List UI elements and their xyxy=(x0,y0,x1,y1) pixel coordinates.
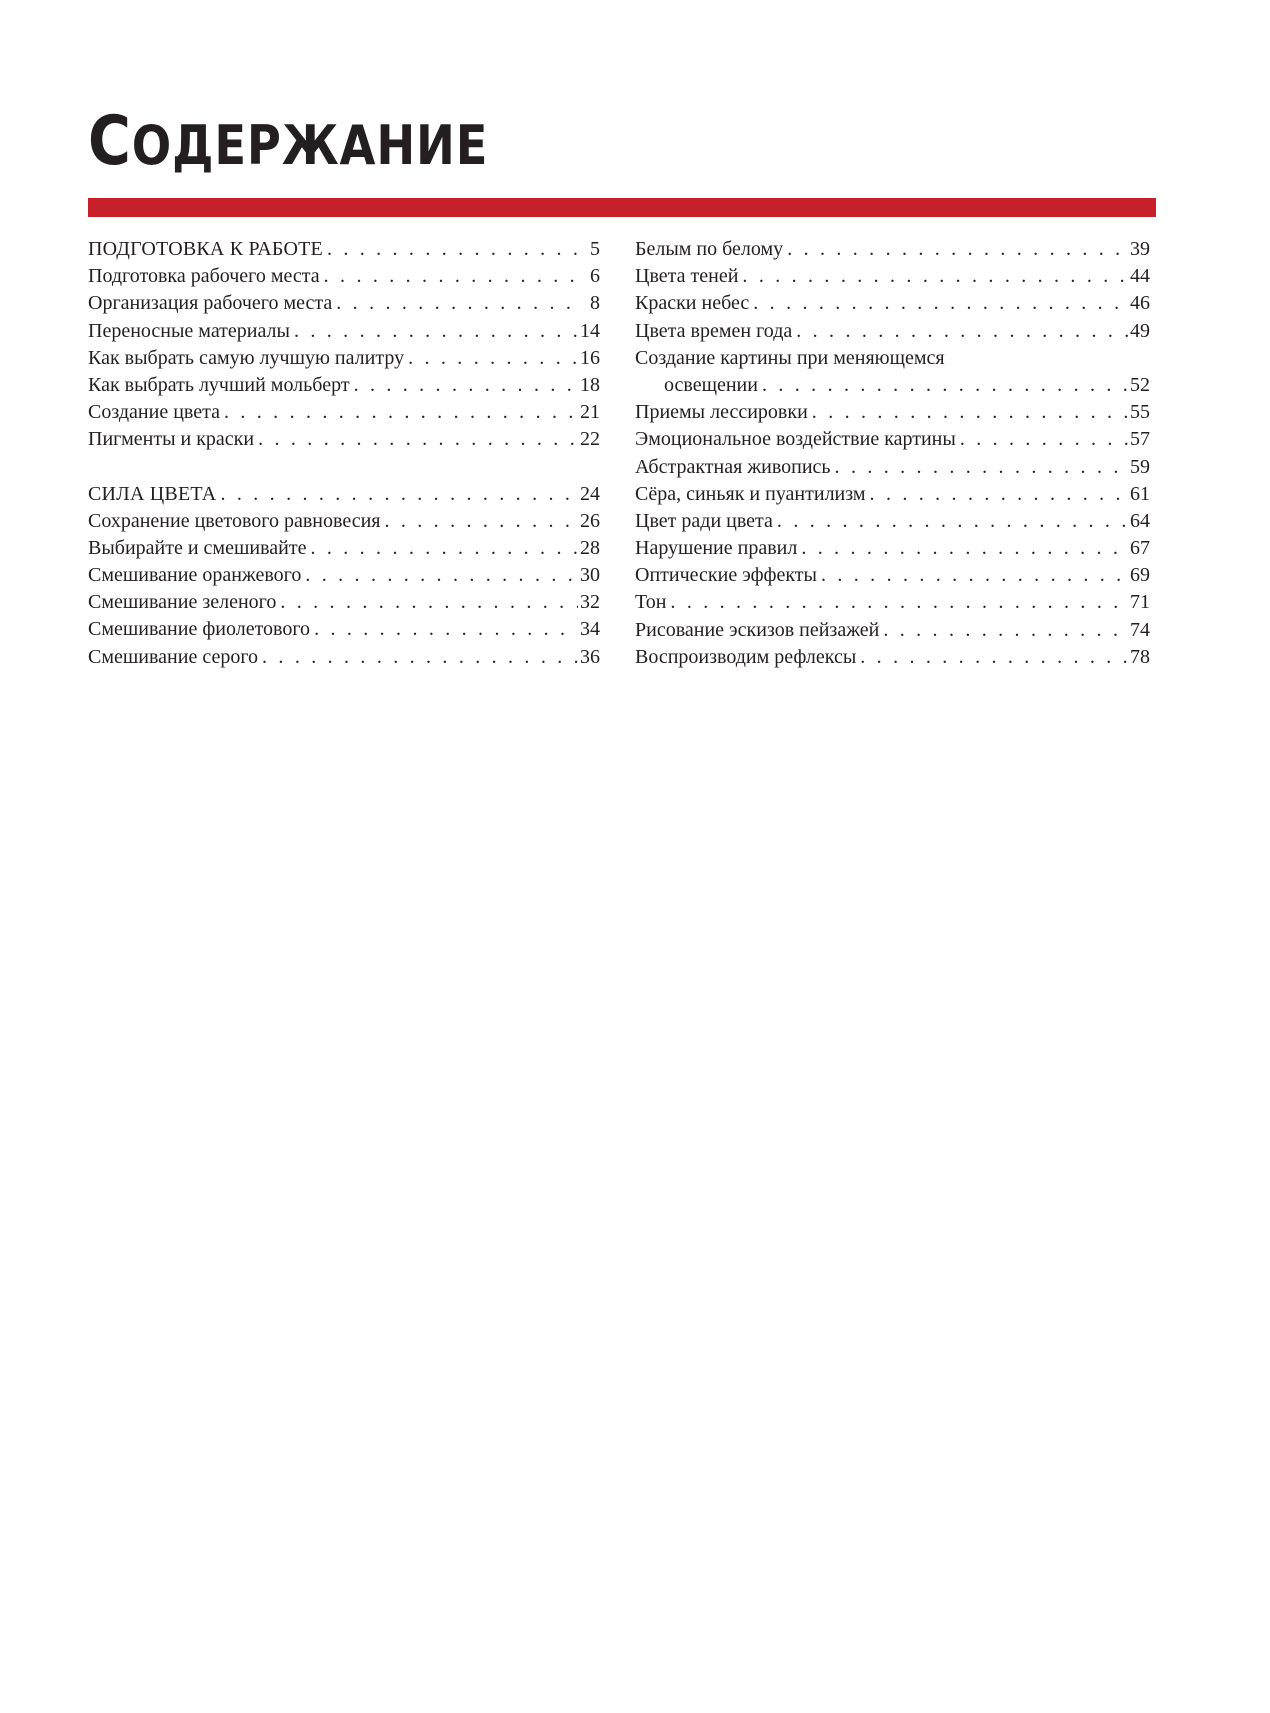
toc-entry[interactable] xyxy=(88,318,600,345)
toc-entry-page: 34 xyxy=(580,618,600,641)
toc-entry-page: 46 xyxy=(1130,292,1150,315)
toc-entry-title: Как выбрать самую лучшую палитру xyxy=(88,346,405,369)
toc-entry[interactable] xyxy=(88,345,600,372)
toc-entry[interactable] xyxy=(635,644,1150,671)
toc-entry-page: 16 xyxy=(580,346,600,369)
dot-leader xyxy=(738,263,1128,290)
toc-entry-page: 78 xyxy=(1130,645,1150,668)
toc-entry-page: 28 xyxy=(580,536,600,559)
toc-entry-title: Цвет ради цвета xyxy=(635,509,773,532)
dot-leader xyxy=(758,372,1128,399)
toc-entry[interactable] xyxy=(88,399,600,426)
toc-entry[interactable] xyxy=(635,589,1150,616)
toc-entry-page: 32 xyxy=(580,591,600,614)
toc-entry[interactable] xyxy=(88,290,600,317)
toc-entry-title: Смешивание оранжевого xyxy=(88,564,302,587)
toc-entry-title: Смешивание зеленого xyxy=(88,591,277,614)
dot-leader xyxy=(956,426,1128,453)
toc-entry[interactable] xyxy=(88,589,600,616)
dot-leader xyxy=(380,508,578,535)
toc-entry-title: Абстрактная живопись xyxy=(635,455,831,478)
toc-entry-page: 6 xyxy=(590,265,600,288)
toc-entry-title: Организация рабочего места xyxy=(88,292,333,315)
toc-entry-page: 67 xyxy=(1130,537,1150,560)
toc-entry-title: Цвета теней xyxy=(635,265,739,288)
toc-entry-title: Эмоциональное воздействие картины xyxy=(635,428,956,451)
toc-entry-title: Выбирайте и смешивайте xyxy=(88,536,307,559)
dot-leader xyxy=(254,426,578,453)
dot-leader xyxy=(320,263,578,290)
toc-entry-page: 74 xyxy=(1130,618,1150,641)
toc-entry[interactable] xyxy=(88,535,600,562)
toc-entry-title: Нарушение правил xyxy=(635,537,798,560)
toc-entry-title: Пигменты и краски xyxy=(88,428,255,451)
toc-entry-title: ПОДГОТОВКА К РАБОТЕ xyxy=(88,238,323,260)
toc-entry[interactable] xyxy=(635,318,1150,345)
toc-column-left xyxy=(88,236,600,671)
toc-entry[interactable] xyxy=(635,345,1150,372)
toc-entry-page: 49 xyxy=(1130,319,1150,342)
dot-leader xyxy=(290,318,578,345)
toc-entry-title: СИЛА ЦВЕТА xyxy=(88,482,217,505)
toc-entry-page: 14 xyxy=(580,319,600,342)
toc-entry-title: Смешивание серого xyxy=(88,645,259,668)
toc-entry-continuation[interactable] xyxy=(635,372,1150,399)
toc-entry-page: 69 xyxy=(1130,564,1150,587)
toc-entry-title: Сёра, синьяк и пуантилизм xyxy=(635,482,866,505)
page-title-rest: ОДЕРЖАНИЕ xyxy=(131,114,489,177)
toc-column-right xyxy=(635,236,1150,671)
toc-entry-page: 55 xyxy=(1130,401,1150,424)
dot-leader xyxy=(783,236,1128,263)
toc-entry-page: 18 xyxy=(580,373,600,396)
toc-entry[interactable] xyxy=(88,644,600,671)
toc-entry-page: 44 xyxy=(1130,265,1150,288)
dot-leader xyxy=(310,616,578,643)
toc-entry[interactable] xyxy=(88,263,600,290)
dot-leader xyxy=(856,644,1128,671)
toc-entry-page: 24 xyxy=(580,482,600,505)
dot-leader xyxy=(220,399,578,426)
toc-entry-title: Оптические эффекты xyxy=(635,564,817,587)
toc-entry[interactable] xyxy=(635,562,1150,589)
dot-leader xyxy=(301,562,578,589)
toc-entry[interactable] xyxy=(88,616,600,643)
title-divider xyxy=(88,198,1156,217)
page-title xyxy=(88,102,489,181)
toc-entry[interactable] xyxy=(635,426,1150,453)
dot-leader xyxy=(306,535,578,562)
toc-entry-title: Переносные материалы xyxy=(88,319,290,342)
toc-entry-page: 21 xyxy=(580,401,600,424)
toc-entry-page: 39 xyxy=(1130,238,1150,260)
toc-entry[interactable] xyxy=(635,454,1150,481)
toc-entry[interactable] xyxy=(635,399,1150,426)
toc-entry-title: Тон xyxy=(635,591,667,614)
toc-entry-title: Краски небес xyxy=(635,292,750,315)
dot-leader xyxy=(831,454,1128,481)
toc-section-heading[interactable] xyxy=(88,481,600,508)
dot-leader xyxy=(749,290,1128,317)
toc-entry[interactable] xyxy=(635,290,1150,317)
dot-leader xyxy=(323,236,578,263)
toc-entry-title: Создание цвета xyxy=(88,401,220,424)
dot-leader xyxy=(797,535,1128,562)
dot-leader xyxy=(773,508,1128,535)
toc-entry-page: 57 xyxy=(1130,428,1150,451)
page-title-initial: С xyxy=(88,102,132,181)
dot-leader xyxy=(879,617,1128,644)
dot-leader xyxy=(276,589,578,616)
toc-entry-page: 71 xyxy=(1130,591,1150,614)
toc-entry-title: Цвета времен года xyxy=(635,319,793,342)
toc-entry-page: 30 xyxy=(580,564,600,587)
toc-section-heading[interactable] xyxy=(88,236,600,263)
toc-entry-page: 22 xyxy=(580,428,600,451)
toc-entry-page: 61 xyxy=(1130,482,1150,505)
toc-entry-page: 52 xyxy=(1130,373,1150,396)
toc-entry[interactable] xyxy=(88,426,600,453)
toc-entry-page: 26 xyxy=(580,509,600,532)
dot-leader xyxy=(866,481,1128,508)
dot-leader xyxy=(350,372,578,399)
dot-leader xyxy=(792,318,1128,345)
dot-leader xyxy=(404,345,578,372)
dot-leader xyxy=(258,644,578,671)
toc-entry-title: Смешивание фиолетового xyxy=(88,618,311,641)
toc-entry[interactable] xyxy=(88,508,600,535)
toc-entry[interactable] xyxy=(88,372,600,399)
toc-entry-title-continuation: освещении xyxy=(664,373,758,396)
toc-entry[interactable] xyxy=(88,562,600,589)
toc-entry-title: Рисование эскизов пейзажей xyxy=(635,618,880,641)
toc-entry-page: 5 xyxy=(590,238,600,260)
toc-entry[interactable] xyxy=(635,617,1150,644)
toc-entry-page: 36 xyxy=(580,645,600,668)
toc-entry-title: Сохранение цветового равновесия xyxy=(88,509,381,532)
dot-leader xyxy=(808,399,1128,426)
dot-leader xyxy=(332,290,578,317)
dot-leader xyxy=(216,481,578,508)
toc-entry-page: 64 xyxy=(1130,509,1150,532)
toc-entry[interactable] xyxy=(635,481,1150,508)
toc-entry-page: 8 xyxy=(590,292,600,315)
toc-entry-title: Белым по белому xyxy=(635,238,784,260)
toc-entry[interactable] xyxy=(635,236,1150,263)
dot-leader xyxy=(666,589,1128,616)
dot-leader xyxy=(817,562,1128,589)
toc-entry[interactable] xyxy=(635,263,1150,290)
toc-entry-title: Подготовка рабочего места xyxy=(88,265,320,288)
toc-entry-page: 59 xyxy=(1130,455,1150,478)
toc-entry-title: Воспроизводим рефлексы xyxy=(635,645,857,668)
toc-entry-title: Создание картины при меняющемся xyxy=(635,346,945,369)
toc-entry[interactable] xyxy=(635,535,1150,562)
toc-entry-title: Приемы лессировки xyxy=(635,401,808,424)
toc-entry-title: Как выбрать лучший мольберт xyxy=(88,373,350,396)
toc-entry[interactable] xyxy=(635,508,1150,535)
